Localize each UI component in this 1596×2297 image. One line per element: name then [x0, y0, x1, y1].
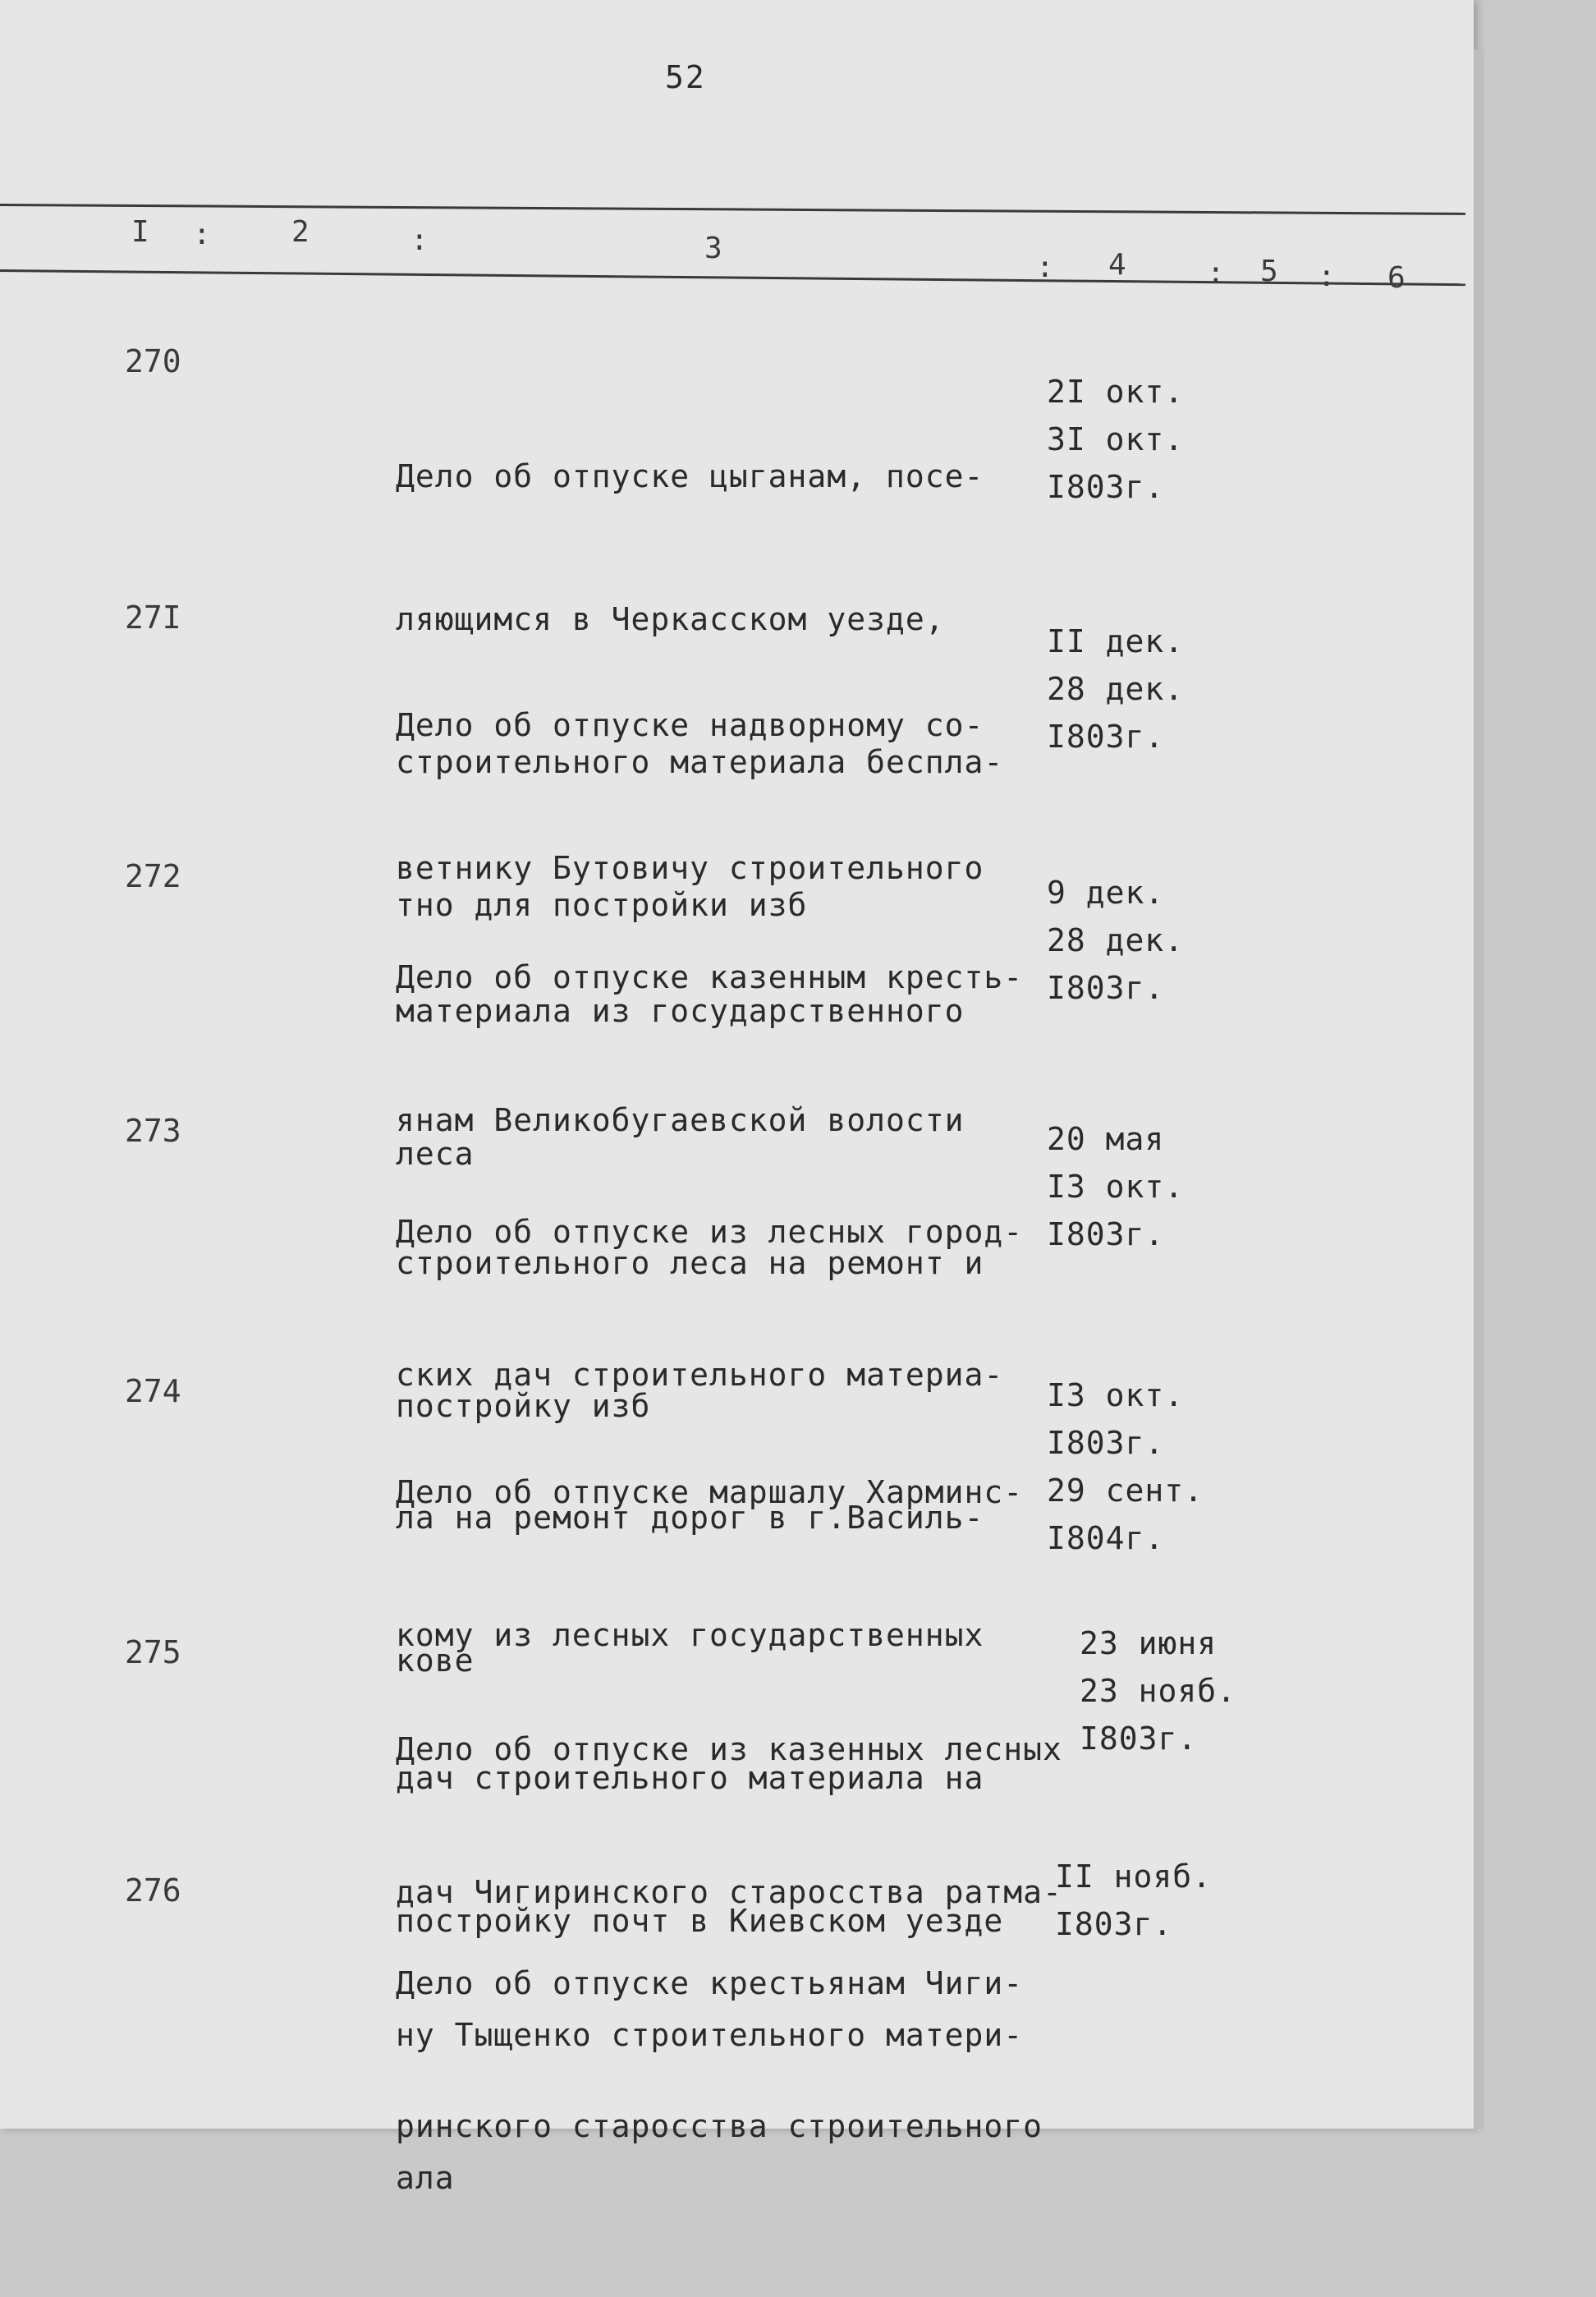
entry-description-line: леса — [396, 1136, 475, 1172]
entry-number: 275 — [125, 1634, 181, 1670]
table-header-bottom-rule — [0, 269, 1465, 286]
entry-date: 28 дек. — [1047, 671, 1185, 707]
entry-date: 28 дек. — [1047, 922, 1185, 958]
entry-dates — [1047, 1371, 1260, 1562]
column-header-1: I — [131, 215, 149, 249]
entry-description-line: ринского старосства строительного — [396, 2108, 1043, 2144]
column-separator: : — [1036, 250, 1054, 284]
entry-date: I803г. — [1047, 719, 1165, 755]
entry-number: 273 — [125, 1113, 181, 1149]
entry-description-line: строительного материала беспла- — [396, 744, 1004, 780]
entry-date: 3I окт. — [1047, 421, 1185, 457]
entry-description-line: ских дач строительного материа- — [396, 1357, 1004, 1393]
entry-date: I803г. — [1080, 1720, 1198, 1757]
entry-number: 274 — [125, 1373, 181, 1409]
column-separator: : — [1207, 256, 1225, 290]
entry-description-line: Дело об отпуске маршалу Харминс- — [396, 1474, 1024, 1510]
entry-description-line: кове — [396, 1642, 475, 1679]
entry-description-line: ла на ремонт дорог в г.Василь- — [396, 1500, 984, 1536]
entry-date: I3 окт. — [1047, 1169, 1185, 1205]
entry-dates — [1080, 1619, 1293, 1762]
entry-date: I803г. — [1047, 970, 1165, 1006]
entry-date: 20 мая — [1047, 1121, 1165, 1157]
entry-date: 29 сент. — [1047, 1472, 1204, 1509]
entry-description-line: тно для постройки изб — [396, 887, 808, 923]
entry-number: 27I — [125, 600, 181, 636]
entry-date: I804г. — [1047, 1520, 1165, 1556]
column-header-3: 3 — [704, 232, 722, 265]
entry-description-line: кому из лесных государственных — [396, 1617, 984, 1653]
entry-description — [396, 1864, 1043, 2245]
entry-description-line: Дело об отпуске крестьянам Чиги- — [396, 1965, 1024, 2001]
entry-description-line: постройку почт в Киевском уезде — [396, 1903, 1004, 1939]
column-separator: : — [410, 223, 429, 257]
entry-description-line: строительного леса на ремонт и — [396, 1245, 984, 1281]
column-header-6: 6 — [1387, 261, 1406, 295]
page-edge — [1474, 49, 1484, 2129]
entry-date: I803г. — [1055, 1906, 1173, 1942]
entry-date: II дек. — [1047, 623, 1185, 659]
page-number: 52 — [665, 59, 706, 95]
entry-date: I803г. — [1047, 469, 1165, 505]
column-header-5: 5 — [1260, 255, 1278, 288]
entry-description-line: ну Тыщенко строительного матери- — [396, 2017, 1024, 2053]
column-separator: : — [193, 218, 211, 251]
table-header-top-rule — [0, 204, 1465, 215]
entry-date: 23 июня — [1080, 1625, 1218, 1661]
entry-date: I803г. — [1047, 1425, 1165, 1461]
entry-number: 272 — [125, 858, 181, 894]
entry-dates — [1047, 1115, 1260, 1258]
entry-description-line: Дело об отпуске из казенных лесных — [396, 1731, 1062, 1767]
entry-description-line: Дело об отпуске казенным кресть- — [396, 959, 1024, 995]
entry-description-line: ала — [396, 2160, 455, 2196]
entry-date: II нояб. — [1055, 1858, 1213, 1895]
entry-dates — [1055, 1853, 1268, 1948]
entry-description-line: материала из государственного — [396, 993, 965, 1029]
entry-description-line: янам Великобугаевской волости — [396, 1102, 965, 1138]
entry-dates — [1047, 368, 1260, 511]
column-header-2: 2 — [291, 215, 310, 249]
entry-date: 9 дек. — [1047, 875, 1165, 911]
entry-number: 276 — [125, 1872, 181, 1909]
entry-description-line: Дело об отпуске из лесных город- — [396, 1214, 1024, 1250]
entry-description-line: ляющимся в Черкасском уезде, — [396, 601, 945, 637]
entry-description-line: Дело об отпуске цыганам, посе- — [396, 458, 984, 494]
entry-number: 270 — [125, 343, 181, 379]
entry-description-line: дач строительного материала на — [396, 1760, 984, 1796]
entry-description-line: постройку изб — [396, 1388, 651, 1424]
entry-description-line: ветнику Бутовичу строительного — [396, 850, 984, 886]
entry-date: I3 окт. — [1047, 1377, 1185, 1413]
entry-date: 23 нояб. — [1080, 1673, 1237, 1709]
column-separator: : — [1318, 260, 1336, 293]
entry-description-line: дач Чигиринского старосства ратма- — [396, 1874, 1062, 1910]
entry-date: 2I окт. — [1047, 374, 1185, 410]
entry-dates — [1047, 618, 1260, 760]
entry-date: I803г. — [1047, 1216, 1165, 1252]
entry-dates — [1047, 869, 1260, 1012]
column-header-4: 4 — [1108, 248, 1126, 282]
entry-description-line: Дело об отпуске надворному со- — [396, 707, 984, 743]
